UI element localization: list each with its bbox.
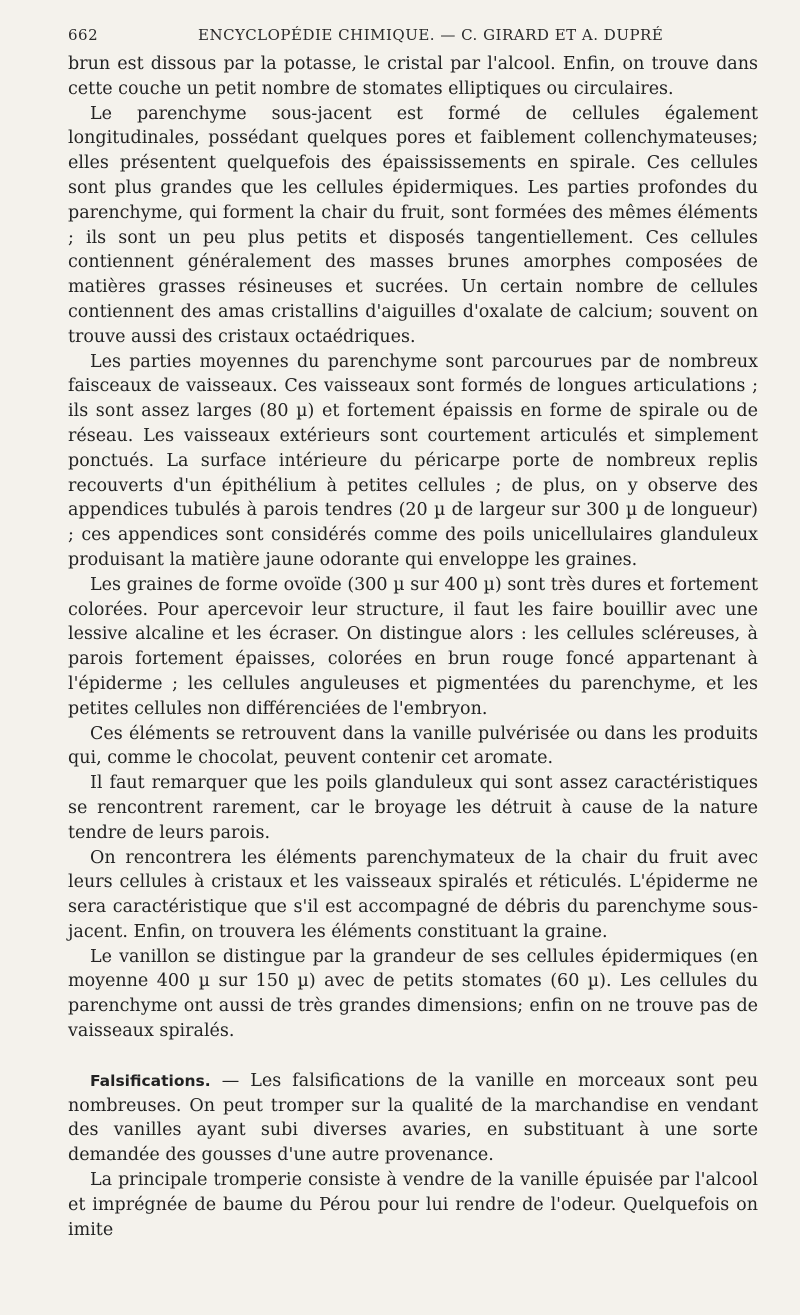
paragraph-vanillon: Le vanillon se distingue par la grandeur de ses cellules épidermiques (en moyenne 400 µ sur 150 µ) avec de petits stomates (60 µ). Les cellules du parenchyme ont aussi de très grandes dimensions; enfin on ne trouve pas de vaisseaux spiralés. [68, 946, 758, 1042]
paragraph-elements-parenchymateux: On rencontrera les éléments parenchymateux de la chair du fruit avec leurs cellules à cristaux et les vaisseaux spiralés et réticulés. L'épiderme ne sera caractéristique que s'il est accompagné de débris du parenchyme sous-jacent. Enfin, on trouvera les éléments constituant la graine. [68, 847, 758, 942]
running-title: ENCYCLOPÉDIE CHIMIQUE. — C. GIRARD ET A. DUPRÉ [198, 26, 664, 44]
paragraph-vaisseaux: Les parties moyennes du parenchyme sont parcourues par de nombreux faisceaux de vaisseaux. Ces vaisseaux sont formés de longues articulations ; ils sont assez larges (80 µ) et fortement épaissis en forme de spirale ou de réseau. Les vaisseaux extérieurs sont courtement articulés et simplement ponctués. La surface intérieure du péricarpe porte de nombreux replis recouverts d'un épithélium à petites cellules ; de plus, on y observe des appendices tubulés à parois tendres (20 µ de largeur sur 300 µ de longueur) ; ces appendices sont considérés comme des poils unicellulaires glanduleux produisant la matière jaune odorante qui enveloppe les graines. [68, 351, 758, 570]
paragraph-poils-glanduleux: Il faut remarquer que les poils glanduleux qui sont assez caractéristiques se rencontrent rarement, car le broyage les détruit à cause de la nature tendre de leurs parois. [68, 773, 758, 843]
section-heading-falsifications: Falsifications. [90, 1071, 211, 1090]
document-page [68, 22, 758, 1242]
paragraph-parenchyme: Le parenchyme sous-jacent est formé de cellules également longitudinales, possédant quelques pores et faiblement collenchymateuses; elles présentent quelquefois des épaississements en spirale. Ces cellules sont plus grandes que les cellules épidermiques. Les parties profondes du parenchyme, qui forment la chair du fruit, sont formées des mêmes éléments ; ils sont un peu plus petits et disposés tangentiellement. Ces cellules contiennent généralement des masses brunes amorphes composées de matières grasses résineuses et sucrées. Un certain nombre de cellules contiennent des amas cristallins d'aiguilles d'oxalate de calcium; souvent on trouve aussi des cristaux octaédriques. [68, 103, 758, 347]
paragraph-falsifications [68, 1069, 758, 1168]
paragraph-graines: Les graines de forme ovoïde (300 µ sur 400 µ) sont très dures et fortement colorées. Pour apercevoir leur structure, il faut les faire bouillir avec une lessive alcaline et les écraser. On distingue alors : les cellules scléreuses, à parois fortement épaisses, colorées en brun rouge foncé appartenant à l'épiderme ; les cellules anguleuses et pigmentées du parenchyme, et les petites cellules non différenciées de l'embryon. [68, 574, 758, 719]
page-header [68, 22, 758, 52]
paragraph-vanille-pulverisee: Ces éléments se retrouvent dans la vanille pulvérisée ou dans les produits qui, comme le chocolat, peuvent contenir cet aromate. [68, 723, 758, 769]
paragraph-tromperie: La principale tromperie consiste à vendre de la vanille épuisée par l'alcool et imprégnée de baume du Pérou pour lui rendre de l'odeur. Quelquefois on imite [68, 1170, 758, 1240]
page-number: 662 [68, 26, 99, 44]
falsifications-text: — Les falsifications de la vanille en morceaux sont peu nombreuses. On peut tromper sur la qualité de la marchandise en vendant des vanilles ayant subi diverses avaries, en substituant à une sorte demandée des gousses d'une autre provenance. [68, 1070, 758, 1166]
paragraph-continued: brun est dissous par la potasse, le cristal par l'alcool. Enfin, on trouve dans cette couche un petit nombre de stomates elliptiques ou circulaires. [68, 54, 758, 99]
